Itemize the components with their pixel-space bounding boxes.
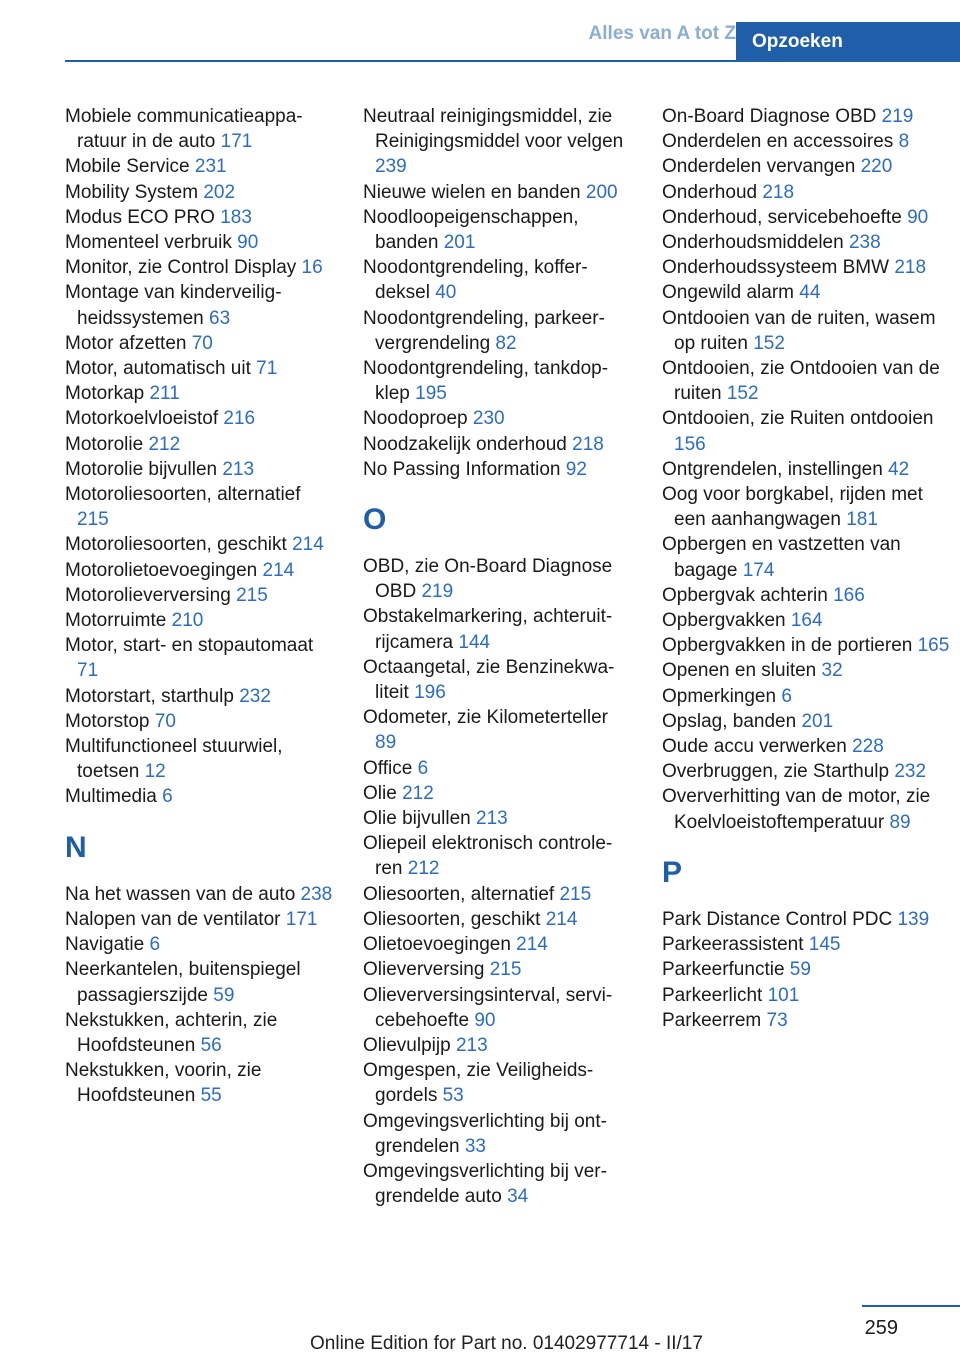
page-ref-link[interactable]: 164: [790, 610, 823, 632]
index-entry-text: Omgespen, zie Veiligheidsgordels: [363, 1060, 594, 1107]
index-entry-text: Olie: [363, 782, 397, 804]
index-entry: [65, 205, 335, 230]
index-entry-text: Opbergvakken: [662, 610, 786, 632]
index-entry-text: Opbergvak achterin: [662, 584, 828, 606]
page-ref-link[interactable]: 6: [781, 685, 792, 707]
index-entry-text: Motorstart, starthulp: [65, 685, 234, 707]
index-entry-text: Odometer, zie Kilometerteller: [363, 707, 608, 729]
index-entry-text: Olie bijvullen: [363, 808, 471, 830]
index-entry: [65, 734, 335, 784]
page-ref-link[interactable]: 218: [572, 433, 604, 455]
index-entry-text: Neerkantelen, buitenspiegel passagierszijde: [65, 959, 301, 1006]
page-ref-link[interactable]: 238: [848, 232, 881, 254]
page-ref-link[interactable]: 6: [162, 786, 173, 808]
index-entry: [662, 784, 952, 834]
index-entry: [662, 532, 952, 582]
page-ref-link[interactable]: 53: [442, 1085, 464, 1107]
index-entry-text: Neutraal reinigingsmiddel, zie Reinigingsmiddel voor velgen: [363, 106, 624, 153]
index-entry: [363, 406, 633, 431]
index-entry: [65, 957, 335, 1007]
index-entry-text: Obstakelmarkering, achteruitrijcamera: [363, 606, 613, 653]
index-entry-text: Monitor, zie Control Display: [65, 257, 297, 279]
index-entry: [363, 705, 633, 755]
index-entry: [65, 280, 335, 330]
index-entry: [363, 604, 633, 654]
page-ref-link[interactable]: 216: [223, 408, 256, 430]
index-entry-text: Oververhitting van de motor, zie Koelvloeistoftemperatuur: [662, 786, 931, 833]
page-ref-link[interactable]: 230: [472, 408, 505, 430]
index-entry: [363, 432, 633, 457]
index-entry: [662, 205, 952, 230]
index-entry: [363, 756, 633, 781]
page-ref-link[interactable]: 59: [789, 959, 811, 981]
page-ref-link[interactable]: 89: [889, 811, 911, 833]
index-entry: [363, 781, 633, 806]
index-entry-text: Motorolieverversing: [65, 584, 231, 606]
index-entry-text: Onderdelen en accessoires: [662, 131, 894, 153]
index-entry-text: Motor, start- en stopautomaat: [65, 635, 314, 657]
index-entry-text: Ontdooien van de ruiten, wasem op ruiten: [662, 307, 936, 354]
index-entry: [662, 983, 952, 1008]
index-entry: [65, 1058, 335, 1108]
page-ref-link[interactable]: 63: [209, 307, 231, 329]
page-ref-link[interactable]: 215: [559, 883, 592, 905]
page-ref-link[interactable]: 101: [767, 984, 800, 1006]
page-ref-link[interactable]: 238: [300, 883, 333, 905]
page-ref-link[interactable]: 171: [220, 131, 253, 153]
page-ref-link[interactable]: 214: [262, 559, 295, 581]
index-entry: [65, 709, 335, 734]
page-ref-link[interactable]: 196: [414, 682, 446, 704]
index-entry-text: Omgevingsverlichting bij ontgrendelen: [363, 1110, 607, 1157]
index-entry-text: Noodoproep: [363, 408, 468, 430]
index-entry: [65, 331, 335, 356]
index-entry-text: Motor, automatisch uit: [65, 358, 251, 380]
index-entry: [662, 957, 952, 982]
page-ref-link[interactable]: 71: [77, 660, 99, 682]
index-entry-text: Opbergen en vastzetten van bagage: [662, 534, 901, 581]
index-entry: [662, 457, 952, 482]
index-entry: [363, 255, 633, 305]
page-ref-link[interactable]: 214: [545, 908, 578, 930]
index-entry: [662, 154, 952, 179]
index-entry-text: Noodontgrendeling, parkeervergrendeling: [363, 307, 605, 354]
index-entry: [662, 255, 952, 280]
index-entry-text: Motorolie bijvullen: [65, 458, 218, 480]
index-entry-text: Nekstukken, achterin, zie Hoofdsteunen: [65, 1009, 278, 1056]
index-entry: [363, 356, 633, 406]
index-entry: [662, 709, 952, 734]
page-ref-link[interactable]: 211: [149, 383, 180, 405]
page-ref-link[interactable]: 139: [897, 908, 930, 930]
page-ref-link[interactable]: 213: [476, 808, 508, 830]
page-ref-link[interactable]: 228: [852, 736, 884, 758]
index-entry: [363, 1109, 633, 1159]
index-entry: [662, 907, 952, 932]
index-entry-text: Noodloopeigenschappen, banden: [363, 206, 579, 254]
index-entry: [65, 180, 335, 205]
index-entry: [662, 608, 952, 633]
index-entry: [65, 684, 335, 709]
footer-divider: [862, 1305, 960, 1307]
index-entry: [363, 205, 633, 255]
index-entry-text: Mobile Service: [65, 156, 190, 178]
page-ref-link[interactable]: 195: [415, 383, 447, 405]
index-entry-text: Onderdelen vervangen: [662, 156, 856, 178]
index-entry-text: Olieverversing: [363, 959, 485, 981]
index-entry: [662, 482, 952, 532]
page-ref-link[interactable]: 70: [154, 710, 176, 732]
section-letter: N: [65, 830, 87, 864]
index-entry-text: Olievulpijp: [363, 1034, 451, 1056]
index-entry-text: Multimedia: [65, 786, 157, 808]
page-ref-link[interactable]: 219: [421, 581, 454, 603]
index-entry: [65, 608, 335, 633]
index-entry: [363, 180, 633, 205]
index-entry: [65, 432, 335, 457]
page-ref-link[interactable]: 12: [144, 761, 166, 783]
page-ref-link[interactable]: 232: [894, 761, 927, 783]
section-letter: O: [363, 503, 387, 537]
page-ref-link[interactable]: 218: [762, 181, 795, 203]
index-entry: [363, 457, 633, 482]
index-entry-text: Overbruggen, zie Starthulp: [662, 761, 890, 783]
index-entry: [65, 255, 335, 280]
page-ref-link[interactable]: 165: [917, 635, 950, 657]
page-ref-link[interactable]: 219: [881, 106, 914, 127]
page-ref-link[interactable]: 32: [821, 660, 843, 682]
index-entry-text: Opbergvakken in de portieren: [662, 635, 913, 657]
page-ref-link[interactable]: 82: [495, 332, 517, 354]
page-ref-link[interactable]: 210: [171, 610, 204, 632]
index-entry: [363, 957, 633, 982]
page-ref-link[interactable]: 56: [200, 1034, 222, 1056]
page-ref-link[interactable]: 33: [464, 1135, 486, 1157]
index-entry: [662, 759, 952, 784]
page-ref-link[interactable]: 71: [256, 358, 278, 380]
index-entry-text: Parkeerassistent: [662, 934, 804, 956]
index-entry-text: OBD, zie On-Board Diagnose OBD: [363, 556, 613, 603]
index-entry-text: Onderhoud: [662, 181, 758, 203]
index-entry: [363, 983, 633, 1033]
page-ref-link[interactable]: 215: [489, 959, 522, 981]
index-entry-text: Ontdooien, zie Ruiten ontdooien: [662, 408, 934, 430]
index-entry: [662, 129, 952, 154]
page-ref-link[interactable]: 44: [799, 282, 821, 304]
index-entry: [662, 306, 952, 356]
page-ref-link[interactable]: 212: [407, 858, 440, 880]
page-ref-link[interactable]: 218: [894, 257, 927, 279]
page-ref-link[interactable]: 90: [237, 232, 259, 254]
index-entry: [662, 633, 952, 658]
page-ref-link[interactable]: 202: [203, 181, 236, 203]
page-ref-link[interactable]: 213: [222, 458, 255, 480]
index-entry-text: Nekstukken, voorin, zie Hoofdsteunen: [65, 1060, 262, 1107]
index-entry-text: No Passing Information: [363, 458, 561, 480]
section-letter: P: [662, 855, 683, 889]
index-entry-text: Park Distance Control PDC: [662, 908, 893, 930]
index-entry: [363, 806, 633, 831]
index-entry: [363, 104, 633, 180]
index-entry: [65, 104, 335, 154]
index-entry-text: Motoroliesoorten, alternatief: [65, 484, 301, 506]
index-entry: [363, 655, 633, 705]
page-ref-link[interactable]: 215: [77, 509, 109, 531]
index-entry-text: Onderhoudssysteem BMW: [662, 257, 890, 279]
page-ref-link[interactable]: 90: [907, 206, 929, 228]
page-ref-link[interactable]: 145: [808, 934, 841, 956]
page-ref-link[interactable]: 6: [149, 934, 161, 956]
index-entry: [363, 1159, 633, 1209]
header-divider: [65, 60, 960, 62]
index-entry-text: Multifunctioneel stuurwiel, toetsen: [65, 736, 283, 783]
index-entry: [65, 406, 335, 431]
page-ref-link[interactable]: 215: [236, 584, 268, 606]
index-entry-text: Oog voor borgkabel, rijden met een aanhangwagen: [662, 484, 923, 531]
index-entry-text: Motoroliesoorten, geschikt: [65, 534, 287, 556]
index-entry-text: Motorstop: [65, 710, 150, 732]
index-entry: [363, 1058, 633, 1108]
index-entry: [662, 684, 952, 709]
page-ref-link[interactable]: 232: [239, 685, 271, 707]
index-entry-text: Montage van kinderveiligheidssystemen: [65, 282, 282, 329]
page-ref-link[interactable]: 181: [846, 509, 878, 531]
page-ref-link[interactable]: 201: [801, 710, 834, 732]
index-entry: [65, 583, 335, 608]
page-ref-link[interactable]: 8: [898, 131, 910, 153]
index-entry: [65, 482, 335, 532]
index-entry-text: Opmerkingen: [662, 685, 777, 707]
index-entry: [363, 1033, 633, 1058]
index-entry: [65, 532, 335, 557]
page-ref-link[interactable]: 152: [726, 383, 759, 405]
index-entry: [65, 907, 335, 932]
index-entry: [363, 831, 633, 881]
page-ref-link[interactable]: 171: [285, 908, 318, 930]
index-entry-text: Ongewild alarm: [662, 282, 794, 304]
index-entry-text: Noodontgrendeling, tankdopklep: [363, 358, 609, 405]
index-entry: [363, 306, 633, 356]
index-entry: [65, 356, 335, 381]
index-entry-text: Oude accu verwerken: [662, 736, 847, 758]
page-ref-link[interactable]: 89: [375, 732, 397, 754]
index-entry-text: Motorruimte: [65, 610, 167, 632]
index-entry-text: Mobiele communicatieapparatuur in de auto: [65, 106, 303, 153]
index-entry: [662, 734, 952, 759]
index-entry: [65, 1008, 335, 1058]
index-entry: [662, 104, 952, 129]
index-entry-text: Olieverversingsinterval, servicebehoefte: [363, 984, 613, 1031]
page-ref-link[interactable]: 174: [742, 559, 775, 581]
index-entry: [662, 583, 952, 608]
index-entry: [65, 633, 335, 683]
page-ref-link[interactable]: 212: [402, 782, 434, 804]
index-entry: [65, 784, 335, 809]
page-ref-link[interactable]: 6: [417, 757, 429, 779]
index-entry: [65, 230, 335, 255]
page-ref-link[interactable]: 42: [888, 458, 910, 480]
footer-edition: Online Edition for Part no. 01402977714 - II/17: [310, 1333, 703, 1354]
page-ref-link[interactable]: 201: [443, 232, 476, 254]
index-entry: [65, 558, 335, 583]
page-ref-link[interactable]: 59: [213, 984, 235, 1006]
index-entry-text: Ontgrendelen, instellingen: [662, 458, 883, 480]
index-entry-text: Parkeerlicht: [662, 984, 763, 1006]
index-entry-text: Oliesoorten, alternatief: [363, 883, 555, 905]
index-entry-text: Omgevingsverlichting bij vergrendelde auto: [363, 1160, 607, 1208]
page-ref-link[interactable]: 70: [191, 332, 213, 354]
index-entry: [65, 932, 335, 957]
page-ref-link[interactable]: 213: [455, 1034, 488, 1056]
page-ref-link[interactable]: 73: [766, 1009, 788, 1031]
index-entry: [662, 1008, 952, 1033]
index-entry-text: Noodzakelijk onderhoud: [363, 433, 567, 455]
tab-opzoeken[interactable]: Opzoeken: [736, 22, 960, 62]
index-entry: [65, 457, 335, 482]
index-entry-text: Motorkap: [65, 383, 145, 405]
page-number: 259: [864, 1317, 898, 1339]
index-entry: [662, 932, 952, 957]
index-entry: [662, 180, 952, 205]
page-ref-link[interactable]: 16: [301, 257, 323, 279]
index-entry: [363, 554, 633, 604]
index-entry: [662, 658, 952, 683]
index-entry: [662, 406, 952, 456]
index-entry-text: Onderhoudsmiddelen: [662, 232, 844, 254]
index-entry-text: Oliepeil elektronisch controleren: [363, 833, 613, 880]
index-entry: [65, 381, 335, 406]
index-entry-text: Parkeerrem: [662, 1009, 762, 1031]
page-ref-link[interactable]: 92: [565, 458, 587, 480]
page-ref-link[interactable]: 239: [375, 156, 407, 178]
page-ref-link[interactable]: 40: [435, 282, 457, 304]
index-entry-text: On-Board Diagnose OBD: [662, 106, 877, 127]
index-entry-text: Mobility System: [65, 181, 199, 203]
index-entry: [363, 882, 633, 907]
index-column-1: [65, 104, 335, 1109]
index-entry-text: Na het wassen van de auto: [65, 883, 296, 905]
index-entry-text: Oliesoorten, geschikt: [363, 908, 541, 930]
index-entry: [662, 356, 952, 406]
index-entry: [363, 932, 633, 957]
index-entry-text: Motorolie: [65, 433, 144, 455]
index-column-2: [363, 104, 633, 1209]
index-entry-text: Octaangetal, zie Benzinekwaliteit: [363, 656, 615, 704]
index-column-3: [662, 104, 952, 1033]
index-entry-text: Motorkoelvloeistof: [65, 408, 219, 430]
index-entry-text: Nieuwe wielen en banden: [363, 181, 581, 203]
index-entry-text: Opslag, banden: [662, 710, 797, 732]
index-entry: [363, 907, 633, 932]
index-entry: [662, 230, 952, 255]
page-ref-link[interactable]: 166: [833, 584, 865, 606]
page-ref-link[interactable]: 90: [474, 1009, 496, 1031]
page-ref-link[interactable]: 34: [507, 1186, 529, 1208]
index-entry: [65, 882, 335, 907]
index-entry: [65, 154, 335, 179]
index-entry-text: Navigatie: [65, 934, 145, 956]
page-ref-link[interactable]: 212: [148, 433, 181, 455]
page-ref-link[interactable]: 220: [860, 156, 893, 178]
page-ref-link[interactable]: 214: [292, 534, 324, 556]
page-ref-link[interactable]: 55: [200, 1085, 222, 1107]
index-entry-text: Motorolietoevoegingen: [65, 559, 258, 581]
page-ref-link[interactable]: 231: [194, 156, 227, 178]
index-entry-text: Modus ECO PRO: [65, 206, 215, 228]
index-entry-text: Olietoevoegingen: [363, 934, 511, 956]
index-entry-text: Nalopen van de ventilator: [65, 908, 281, 930]
page-ref-link[interactable]: 214: [516, 934, 548, 956]
index-entry: [662, 280, 952, 305]
page-ref-link[interactable]: 152: [753, 332, 785, 354]
index-entry-text: Openen en sluiten: [662, 660, 817, 682]
page-ref-link[interactable]: 200: [585, 181, 618, 203]
index-entry-text: Parkeerfunctie: [662, 959, 785, 981]
index-entry-text: Ontdooien, zie Ontdooien van de ruiten: [662, 358, 940, 405]
page-ref-link[interactable]: 144: [458, 631, 491, 653]
index-entry-text: Motor afzetten: [65, 332, 187, 354]
header-section-title[interactable]: Alles van A tot Z: [588, 23, 736, 44]
page-ref-link[interactable]: 183: [220, 206, 252, 228]
index-entry-text: Noodontgrendeling, kofferdeksel: [363, 257, 588, 304]
index-entry-text: Onderhoud, servicebehoefte: [662, 206, 902, 228]
index-entry-text: Momenteel verbruik: [65, 232, 232, 254]
page-ref-link[interactable]: 156: [674, 433, 706, 455]
index-entry-text: Office: [363, 757, 413, 779]
